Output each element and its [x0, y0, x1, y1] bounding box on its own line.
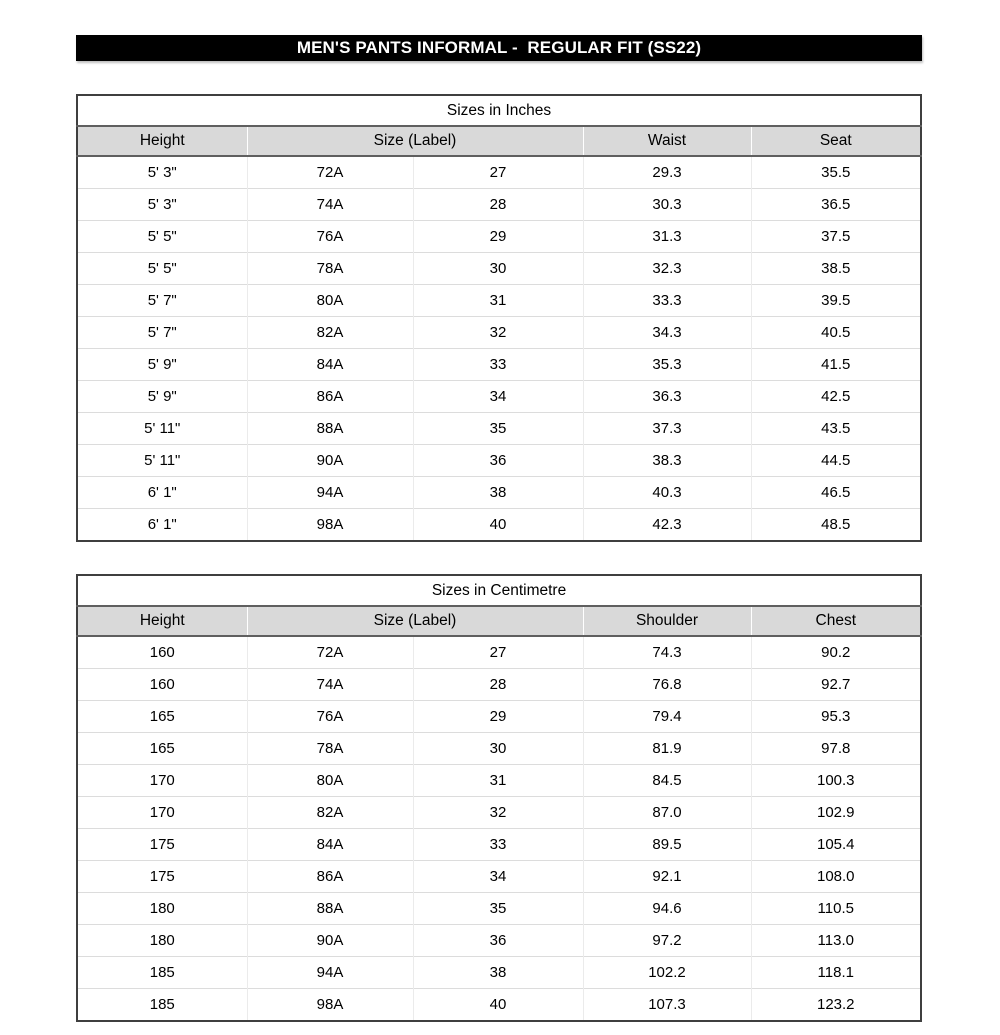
size-chart-page [0, 35, 1000, 1035]
table-row [77, 285, 921, 317]
table-cell: 102.9 [751, 797, 921, 829]
table-cell: 90A [247, 445, 413, 477]
table-cell: 31 [413, 285, 583, 317]
table-cell: 90A [247, 925, 413, 957]
table-cell: 185 [77, 957, 247, 989]
table-cell: 80A [247, 765, 413, 797]
table-row [77, 925, 921, 957]
table-row [77, 797, 921, 829]
table-cell: 180 [77, 893, 247, 925]
table-cell: 32 [413, 797, 583, 829]
table-cell: 36 [413, 445, 583, 477]
table-cell: 74A [247, 669, 413, 701]
table-row [77, 445, 921, 477]
table-cell: 32.3 [583, 253, 751, 285]
table-cell: 84.5 [583, 765, 751, 797]
table-cell: 165 [77, 701, 247, 733]
sizes-in-inches-table [76, 94, 922, 542]
table-cell: 28 [413, 189, 583, 221]
table-cell: 175 [77, 861, 247, 893]
table-cell: 31 [413, 765, 583, 797]
table-row [77, 829, 921, 861]
table-cell: 31.3 [583, 221, 751, 253]
table-row [77, 669, 921, 701]
table-cell: 38 [413, 957, 583, 989]
table-caption-row [77, 575, 921, 606]
table-cell: 82A [247, 317, 413, 349]
table-cell: 5' 3" [77, 189, 247, 221]
table-row [77, 701, 921, 733]
table-row [77, 893, 921, 925]
table-cell: 107.3 [583, 989, 751, 1022]
table-cell: 35.3 [583, 349, 751, 381]
table-cell: 42.5 [751, 381, 921, 413]
table-row [77, 413, 921, 445]
table-cell: 5' 5" [77, 253, 247, 285]
table-cell: 87.0 [583, 797, 751, 829]
table-row [77, 765, 921, 797]
table-cell: 80A [247, 285, 413, 317]
column-header-size-label: Size (Label) [247, 606, 583, 636]
column-header-height: Height [77, 606, 247, 636]
table-cell: 6' 1" [77, 477, 247, 509]
table-cell: 165 [77, 733, 247, 765]
table-cell: 88A [247, 413, 413, 445]
table-row [77, 989, 921, 1022]
table-cell: 5' 9" [77, 381, 247, 413]
table-row [77, 733, 921, 765]
table-caption-row [77, 95, 921, 126]
table-cell: 84A [247, 349, 413, 381]
table-cell: 44.5 [751, 445, 921, 477]
table-row [77, 509, 921, 542]
table-row [77, 957, 921, 989]
table-cell: 40.5 [751, 317, 921, 349]
column-header-chest: Chest [751, 606, 921, 636]
table-cell: 40 [413, 989, 583, 1022]
table-cell: 74A [247, 189, 413, 221]
table-cell: 5' 11" [77, 445, 247, 477]
table-cell: 29 [413, 221, 583, 253]
table-cell: 102.2 [583, 957, 751, 989]
table-cell: 37.5 [751, 221, 921, 253]
table-cell: 86A [247, 381, 413, 413]
table-cell: 27 [413, 636, 583, 669]
table-cell: 78A [247, 733, 413, 765]
table-cell: 81.9 [583, 733, 751, 765]
table-cell: 29.3 [583, 156, 751, 189]
table-cell: 33.3 [583, 285, 751, 317]
table-cell: 32 [413, 317, 583, 349]
table-cell: 160 [77, 636, 247, 669]
table-cell: 175 [77, 829, 247, 861]
table-cell: 36.3 [583, 381, 751, 413]
table-cell: 170 [77, 765, 247, 797]
column-header-size-label: Size (Label) [247, 126, 583, 156]
table-cell: 89.5 [583, 829, 751, 861]
table-cell: 33 [413, 349, 583, 381]
table-cell: 40.3 [583, 477, 751, 509]
table-cell: 110.5 [751, 893, 921, 925]
table-cell: 76A [247, 221, 413, 253]
table-cell: 90.2 [751, 636, 921, 669]
table-cell: 94A [247, 957, 413, 989]
table-cell: 118.1 [751, 957, 921, 989]
table-header-row [77, 606, 921, 636]
table-header-row [77, 126, 921, 156]
column-header-waist: Waist [583, 126, 751, 156]
table-cell: 28 [413, 669, 583, 701]
page-title: MEN'S PANTS INFORMAL - REGULAR FIT (SS22) [76, 35, 922, 61]
table-cell: 78A [247, 253, 413, 285]
table-cell: 38 [413, 477, 583, 509]
table-cell: 98A [247, 989, 413, 1022]
table-cell: 6' 1" [77, 509, 247, 542]
table-cell: 105.4 [751, 829, 921, 861]
table-row [77, 477, 921, 509]
table-cell: 30.3 [583, 189, 751, 221]
table-cell: 100.3 [751, 765, 921, 797]
table-cell: 108.0 [751, 861, 921, 893]
table-cell: 76.8 [583, 669, 751, 701]
table-cell: 5' 9" [77, 349, 247, 381]
table-cell: 34.3 [583, 317, 751, 349]
table-cell: 94A [247, 477, 413, 509]
table-body-inches [77, 156, 921, 541]
table-cell: 5' 11" [77, 413, 247, 445]
table-cell: 40 [413, 509, 583, 542]
table-cell: 72A [247, 636, 413, 669]
table-row [77, 349, 921, 381]
table-cell: 113.0 [751, 925, 921, 957]
column-header-height: Height [77, 126, 247, 156]
table-row [77, 156, 921, 189]
table-cell: 35.5 [751, 156, 921, 189]
table-cell: 94.6 [583, 893, 751, 925]
table-row [77, 317, 921, 349]
table-caption-inches: Sizes in Inches [77, 95, 921, 126]
table-cell: 42.3 [583, 509, 751, 542]
table-cell: 97.8 [751, 733, 921, 765]
table-cell: 29 [413, 701, 583, 733]
table-cell: 30 [413, 253, 583, 285]
table-cell: 185 [77, 989, 247, 1022]
sizes-in-centimetre-table [76, 574, 922, 1022]
table-cell: 86A [247, 861, 413, 893]
table-cell: 37.3 [583, 413, 751, 445]
table-cell: 34 [413, 381, 583, 413]
table-cell: 5' 3" [77, 156, 247, 189]
table-cell: 5' 7" [77, 285, 247, 317]
table-cell: 79.4 [583, 701, 751, 733]
table-cell: 72A [247, 156, 413, 189]
table-cell: 34 [413, 861, 583, 893]
table-cell: 92.7 [751, 669, 921, 701]
table-cell: 5' 5" [77, 221, 247, 253]
table-cell: 95.3 [751, 701, 921, 733]
table-cell: 35 [413, 893, 583, 925]
table-cell: 76A [247, 701, 413, 733]
table-cell: 97.2 [583, 925, 751, 957]
table-cell: 43.5 [751, 413, 921, 445]
table-cell: 39.5 [751, 285, 921, 317]
table-cell: 36 [413, 925, 583, 957]
table-cell: 36.5 [751, 189, 921, 221]
table-cell: 92.1 [583, 861, 751, 893]
table-cell: 33 [413, 829, 583, 861]
table-row [77, 636, 921, 669]
column-header-seat: Seat [751, 126, 921, 156]
table-cell: 5' 7" [77, 317, 247, 349]
table-cell: 35 [413, 413, 583, 445]
table-cell: 27 [413, 156, 583, 189]
table-cell: 180 [77, 925, 247, 957]
table-cell: 48.5 [751, 509, 921, 542]
table-cell: 82A [247, 797, 413, 829]
table-cell: 88A [247, 893, 413, 925]
table-cell: 160 [77, 669, 247, 701]
table-cell: 170 [77, 797, 247, 829]
table-cell: 84A [247, 829, 413, 861]
table-body-centimetre [77, 636, 921, 1021]
table-cell: 30 [413, 733, 583, 765]
table-row [77, 189, 921, 221]
table-row [77, 381, 921, 413]
table-cell: 98A [247, 509, 413, 542]
table-row [77, 221, 921, 253]
column-header-shoulder: Shoulder [583, 606, 751, 636]
table-caption-centimetre: Sizes in Centimetre [77, 575, 921, 606]
table-cell: 123.2 [751, 989, 921, 1022]
table-cell: 46.5 [751, 477, 921, 509]
table-cell: 38.3 [583, 445, 751, 477]
table-cell: 38.5 [751, 253, 921, 285]
table-row [77, 253, 921, 285]
table-cell: 41.5 [751, 349, 921, 381]
table-cell: 74.3 [583, 636, 751, 669]
table-row [77, 861, 921, 893]
